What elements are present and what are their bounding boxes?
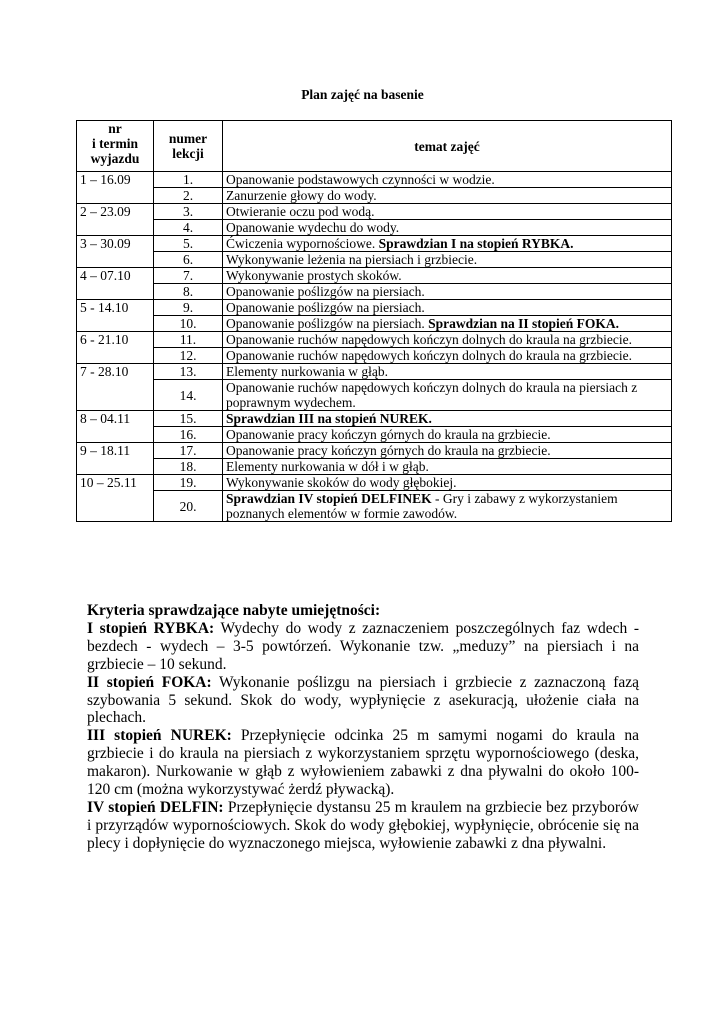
trip-cell: 8 – 04.11: [77, 411, 154, 443]
topic-text: Opanowanie pracy kończyn górnych do kraula na grzbiecie.: [226, 427, 551, 442]
table-row: [77, 380, 672, 411]
table-row: [77, 411, 672, 427]
topic-text: Elementy nurkowania w głąb.: [226, 364, 388, 379]
table-row: [77, 252, 672, 268]
trip-cell: 2 – 23.09: [77, 204, 154, 236]
topic-text: Wykonywanie skoków do wody głębokiej.: [226, 475, 457, 490]
lesson-number: 9.: [154, 300, 223, 316]
lesson-topic: [223, 268, 672, 284]
table-row: [77, 204, 672, 220]
lesson-number: 8.: [154, 284, 223, 300]
lesson-topic: [223, 348, 672, 364]
lesson-number: 20.: [154, 491, 223, 522]
topic-text: Opanowanie podstawowych czynności w wodzie.: [226, 172, 495, 187]
lesson-topic: [223, 475, 672, 491]
topic-text: Opanowanie ruchów napędowych kończyn dolnych do kraula na piersiach z poprawnym wydechem.: [226, 380, 638, 410]
lesson-topic: [223, 491, 672, 522]
topic-text: Otwieranie oczu pod wodą.: [226, 204, 375, 219]
table-header-row: [77, 121, 672, 172]
table-row: [77, 332, 672, 348]
trip-cell: 6 - 21.10: [77, 332, 154, 364]
lesson-number: 4.: [154, 220, 223, 236]
table-row: [77, 172, 672, 188]
lesson-number: 3.: [154, 204, 223, 220]
topic-text: Opanowanie poślizgów na piersiach.: [226, 300, 425, 315]
table-row: [77, 236, 672, 252]
table-row: [77, 220, 672, 236]
trip-cell: 1 – 16.09: [77, 172, 154, 204]
trip-cell: 7 - 28.10: [77, 364, 154, 411]
page-title: Plan zajęć na basenie: [301, 87, 424, 102]
table-row: [77, 284, 672, 300]
header-lesson: numer lekcji: [154, 121, 223, 172]
lesson-number: 10.: [154, 316, 223, 332]
lesson-topic: [223, 316, 672, 332]
lesson-number: 15.: [154, 411, 223, 427]
lesson-topic: [223, 411, 672, 427]
topic-bold: Sprawdzian III na stopień NUREK.: [226, 411, 432, 426]
table-row: [77, 459, 672, 475]
topic-text: Opanowanie poślizgów na piersiach.: [226, 284, 425, 299]
lesson-topic: [223, 332, 672, 348]
table-row: [77, 475, 672, 491]
table-row: [77, 300, 672, 316]
table-row: [77, 443, 672, 459]
lesson-number: 13.: [154, 364, 223, 380]
lesson-topic: [223, 204, 672, 220]
topic-text: Opanowanie pracy kończyn górnych do kraula na grzbiecie.: [226, 443, 551, 458]
lesson-topic: [223, 284, 672, 300]
table-row: [77, 364, 672, 380]
lesson-number: 6.: [154, 252, 223, 268]
lesson-number: 16.: [154, 427, 223, 443]
table-row: [77, 268, 672, 284]
topic-text: - Gry i zabawy z wykorzystaniem poznanych elementów w formie zawodów.: [226, 491, 618, 521]
lesson-topic: [223, 459, 672, 475]
criteria-level: II stopień FOKA: Wykonanie poślizgu na piersiach i grzbiecie z zaznaczoną fazą szybowania 5 sekund. Skok do wody, wypłynięcie z asekuracją, ułożenie ciała na plechach.: [87, 673, 639, 727]
lesson-topic: [223, 443, 672, 459]
trip-cell: 3 – 30.09: [77, 236, 154, 268]
topic-bold: Sprawdzian I na stopień RYBKA.: [378, 236, 574, 251]
topic-text: Zanurzenie głowy do wody.: [226, 188, 377, 203]
lesson-topic: [223, 172, 672, 188]
topic-text: Opanowanie wydechu do wody.: [226, 220, 400, 235]
lesson-number: 17.: [154, 443, 223, 459]
topic-text: Opanowanie ruchów napędowych kończyn dolnych do kraula na grzbiecie.: [226, 348, 632, 363]
topic-bold: Sprawdzian na II stopień FOKA.: [428, 316, 619, 331]
lesson-number: 2.: [154, 188, 223, 204]
topic-text: Wykonywanie leżenia na piersiach i grzbiecie.: [226, 252, 478, 267]
lesson-topic: [223, 300, 672, 316]
lesson-number: 12.: [154, 348, 223, 364]
criteria-section: [87, 602, 639, 853]
lesson-topic: [223, 427, 672, 443]
trip-cell: 9 – 18.11: [77, 443, 154, 475]
table-row: [77, 188, 672, 204]
trip-cell: 5 - 14.10: [77, 300, 154, 332]
lesson-plan-table: [76, 120, 672, 522]
topic-bold: Sprawdzian IV stopień DELFINEK: [226, 491, 432, 506]
trip-cell: 4 – 07.10: [77, 268, 154, 300]
table-row: [77, 491, 672, 522]
header-topic: temat zajęć: [223, 121, 672, 172]
criteria-heading: Kryteria sprawdzające nabyte umiejętności:: [87, 602, 381, 619]
lesson-number: 11.: [154, 332, 223, 348]
topic-text: Opanowanie ruchów napędowych kończyn dolnych do kraula na grzbiecie.: [226, 332, 632, 347]
topic-text: Wykonywanie prostych skoków.: [226, 268, 402, 283]
topic-text: Ćwiczenia wypornościowe.: [226, 236, 379, 251]
table-row: [77, 316, 672, 332]
lesson-topic: [223, 220, 672, 236]
lesson-topic: [223, 188, 672, 204]
lesson-topic: [223, 380, 672, 411]
lesson-number: 18.: [154, 459, 223, 475]
lesson-number: 14.: [154, 380, 223, 411]
topic-text: Elementy nurkowania w dół i w głąb.: [226, 459, 429, 474]
lesson-number: 19.: [154, 475, 223, 491]
trip-cell: 10 – 25.11: [77, 475, 154, 522]
table-row: [77, 348, 672, 364]
topic-text: Opanowanie poślizgów na piersiach.: [226, 316, 429, 331]
header-trip: nr i termin wyjazdu: [77, 121, 154, 172]
lesson-number: 5.: [154, 236, 223, 252]
lesson-topic: [223, 364, 672, 380]
lesson-number: 7.: [154, 268, 223, 284]
criteria-level: III stopień NUREK: Przepłynięcie odcinka 25 m samymi nogami do kraula na grzbiecie i do kraula na piersiach z wykorzystaniem sprzętu wypornościowego (deska, makaron). Nurkowanie w głąb z wyłowieniem zabawki z dna pływalni do około 100-120 cm (można wykorzystywać żerdź pływacką).: [87, 727, 640, 799]
lesson-number: 1.: [154, 172, 223, 188]
lesson-topic: [223, 252, 672, 268]
lesson-topic: [223, 236, 672, 252]
criteria-level: IV stopień DELFIN: Przepłynięcie dystansu 25 m kraulem na grzbiecie bez przyborów i przyrządów wypornościowych. Skok do wody głębokiej, wypłynięcie, obrócenie się na plecy i dopłynięcie do wyznaczonego miejsca, wyłowienie zabawki z dna pływalni.: [87, 798, 639, 852]
table-row: [77, 427, 672, 443]
criteria-level: I stopień RYBKA: Wydechy do wody z zaznaczeniem poszczególnych faz wdech - bezdech - wydech – 3-5 powtórzeń. Wykonanie tzw. „meduzy” na piersiach i na grzbiecie – 10 sekund.: [87, 619, 639, 673]
